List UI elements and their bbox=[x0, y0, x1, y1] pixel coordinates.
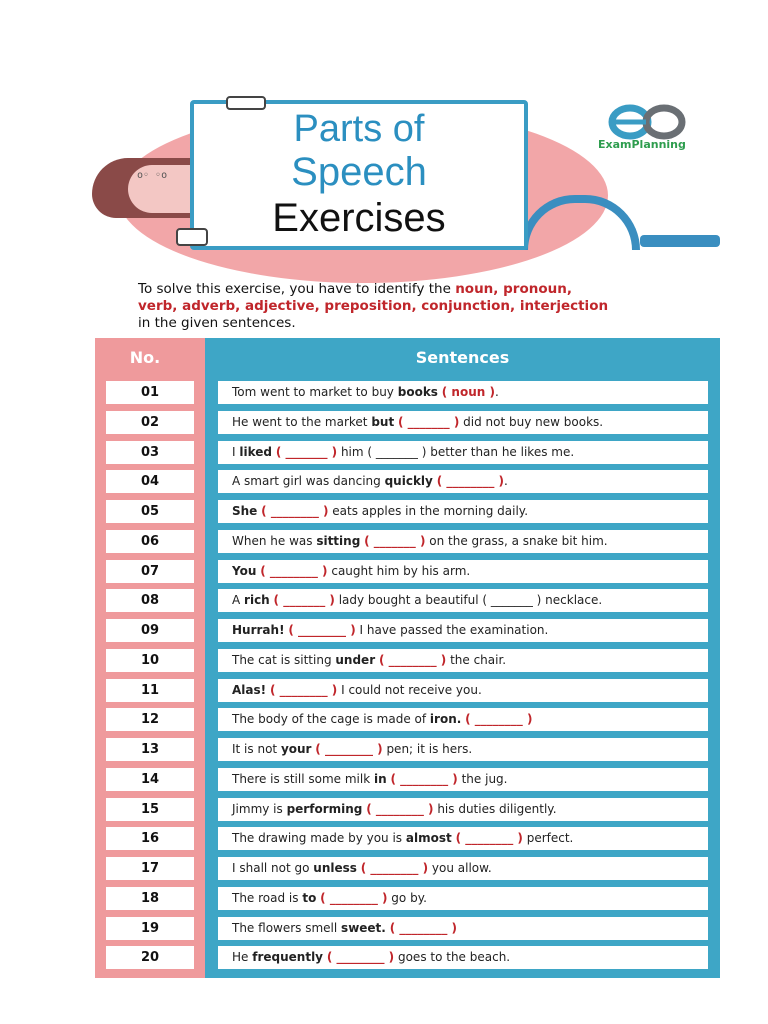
sentence-row bbox=[218, 381, 708, 404]
row-number: 19 bbox=[106, 917, 194, 940]
brand-name: ExamPlanning bbox=[598, 138, 686, 151]
sentence-text: . bbox=[504, 474, 508, 488]
answer-blank[interactable]: ( ________ ) bbox=[436, 474, 505, 488]
sentence-text: Jimmy is bbox=[232, 802, 287, 816]
target-word: quickly bbox=[384, 474, 433, 488]
sentence-row bbox=[218, 619, 708, 642]
answer-blank[interactable]: ( ________ ) bbox=[269, 683, 338, 697]
intro-highlight-1: noun, pronoun, bbox=[455, 281, 572, 297]
sentence-text: the chair. bbox=[446, 653, 507, 667]
sentence-row bbox=[218, 708, 708, 731]
sentence-text: did not buy new books. bbox=[459, 415, 604, 429]
sentence-text: caught him by his arm. bbox=[327, 564, 471, 578]
sentence-row bbox=[218, 560, 708, 583]
sentence-text: When he was bbox=[232, 534, 317, 548]
sentence-text: eats apples in the morning daily. bbox=[328, 504, 529, 518]
page-title-line2: Speech bbox=[291, 150, 427, 194]
answer-blank[interactable]: ( _______ ) bbox=[398, 415, 460, 429]
answer-blank[interactable]: ( ________ ) bbox=[455, 831, 523, 845]
target-word: performing bbox=[286, 802, 363, 816]
target-word: sweet. bbox=[341, 921, 386, 935]
answer-blank[interactable]: ( ________ ) bbox=[465, 712, 533, 726]
sentence-text: The cat is sitting bbox=[232, 653, 336, 667]
sentence-text: I shall not go bbox=[232, 861, 314, 875]
sentence-text: Tom went to market to buy bbox=[232, 385, 398, 399]
answer-blank[interactable]: ( ________ ) bbox=[288, 623, 356, 637]
sentence-text: on the grass, a snake bit him. bbox=[425, 534, 608, 548]
target-word: Hurrah! bbox=[232, 623, 285, 637]
row-number: 04 bbox=[106, 470, 194, 493]
answer-blank[interactable]: ( ________ ) bbox=[389, 921, 458, 935]
sentence-text: you allow. bbox=[428, 861, 492, 875]
sentence-row bbox=[218, 917, 708, 940]
answer-blank[interactable]: ( ________ ) bbox=[320, 891, 388, 905]
sentence-row bbox=[218, 500, 708, 523]
row-number: 06 bbox=[106, 530, 194, 553]
sentence-row bbox=[218, 857, 708, 880]
sentence-text: go by. bbox=[387, 891, 427, 905]
sentence-row bbox=[218, 679, 708, 702]
intro-text-2: in the given sentences. bbox=[138, 315, 296, 331]
target-word: She bbox=[232, 504, 258, 518]
target-word: to bbox=[302, 891, 317, 905]
row-number: 16 bbox=[106, 827, 194, 850]
target-word: in bbox=[373, 772, 387, 786]
sentence-text: goes to the beach. bbox=[394, 950, 511, 964]
sentence-row bbox=[218, 441, 708, 464]
sentence-row bbox=[218, 887, 708, 910]
target-word: your bbox=[280, 742, 312, 756]
row-number: 13 bbox=[106, 738, 194, 761]
sentence-text: A bbox=[232, 593, 245, 607]
answer-blank[interactable]: ( ________ ) bbox=[260, 564, 328, 578]
sentence-row bbox=[218, 411, 708, 434]
hand-icon bbox=[176, 228, 208, 246]
answer-blank[interactable]: ( noun ) bbox=[441, 385, 495, 399]
row-number: 17 bbox=[106, 857, 194, 880]
row-number: 14 bbox=[106, 768, 194, 791]
row-number: 10 bbox=[106, 649, 194, 672]
intro-highlight-2: verb, adverb, adjective, preposition, conjunction, interjection bbox=[138, 298, 609, 314]
row-number: 03 bbox=[106, 441, 194, 464]
answer-blank[interactable]: ( ________ ) bbox=[326, 950, 395, 964]
page-title-line3: Exercises bbox=[272, 196, 446, 240]
row-number: 18 bbox=[106, 887, 194, 910]
row-number: 09 bbox=[106, 619, 194, 642]
glasses-decoration: o◦ ◦o bbox=[137, 170, 168, 181]
row-number: 01 bbox=[106, 381, 194, 404]
clipboard-bar-decoration bbox=[640, 235, 720, 247]
sentence-text: The body of the cage is made of bbox=[232, 712, 430, 726]
target-word: You bbox=[232, 564, 257, 578]
sentence-text: perfect. bbox=[522, 831, 574, 845]
row-number: 15 bbox=[106, 798, 194, 821]
sentence-row bbox=[218, 649, 708, 672]
row-number: 11 bbox=[106, 679, 194, 702]
target-word: Alas! bbox=[232, 683, 267, 697]
answer-blank[interactable]: ( _______ ) bbox=[275, 445, 338, 459]
row-number: 08 bbox=[106, 589, 194, 612]
sentence-row bbox=[218, 589, 708, 612]
row-number: 02 bbox=[106, 411, 194, 434]
sentence-text: The flowers smell bbox=[232, 921, 342, 935]
target-word: rich bbox=[244, 593, 270, 607]
target-word: sitting bbox=[316, 534, 361, 548]
target-word: frequently bbox=[252, 950, 323, 964]
row-number: 07 bbox=[106, 560, 194, 583]
sentence-text: him ( _______ ) better than he likes me. bbox=[337, 445, 575, 459]
target-word: under bbox=[335, 653, 376, 667]
row-number: 05 bbox=[106, 500, 194, 523]
sentence-row bbox=[218, 768, 708, 791]
target-word: liked bbox=[239, 445, 272, 459]
sentence-row bbox=[218, 738, 708, 761]
target-word: iron. bbox=[429, 712, 462, 726]
intro-text: To solve this exercise, you have to identify the bbox=[138, 281, 456, 297]
title-board bbox=[190, 100, 528, 250]
sentence-text: He bbox=[232, 950, 253, 964]
sentence-text: lady bought a beautiful ( _______ ) necklace. bbox=[334, 593, 603, 607]
sentence-text: The drawing made by you is bbox=[232, 831, 406, 845]
answer-blank[interactable]: ( ________ ) bbox=[360, 861, 429, 875]
target-word: unless bbox=[313, 861, 357, 875]
sentence-row bbox=[218, 798, 708, 821]
target-word: but bbox=[371, 415, 395, 429]
page-title-line1: Parts of bbox=[293, 108, 425, 150]
answer-blank[interactable]: ( ________ ) bbox=[261, 504, 329, 518]
board-clip-icon bbox=[226, 96, 266, 110]
answer-blank[interactable]: ( ________ ) bbox=[366, 802, 434, 816]
sentence-text: I bbox=[232, 445, 240, 459]
sentence-text: It is not bbox=[232, 742, 281, 756]
answer-blank[interactable]: ( ________ ) bbox=[378, 653, 447, 667]
sentence-text: He went to the market bbox=[232, 415, 372, 429]
sentence-text: There is still some milk bbox=[232, 772, 374, 786]
sentence-text: pen; it is hers. bbox=[382, 742, 473, 756]
sentence-row bbox=[218, 530, 708, 553]
answer-blank[interactable]: ( _______ ) bbox=[364, 534, 426, 548]
answer-blank[interactable]: ( _______ ) bbox=[273, 593, 335, 607]
row-number: 12 bbox=[106, 708, 194, 731]
sentence-row bbox=[218, 946, 708, 969]
sentence-text: his duties diligently. bbox=[433, 802, 557, 816]
answer-blank[interactable]: ( ________ ) bbox=[315, 742, 383, 756]
answer-blank[interactable]: ( ________ ) bbox=[390, 772, 458, 786]
sentence-text: The road is bbox=[232, 891, 303, 905]
column-header-sentences: Sentences bbox=[415, 348, 510, 367]
sentence-text: I have passed the examination. bbox=[355, 623, 549, 637]
target-word: books bbox=[397, 385, 438, 399]
target-word: almost bbox=[405, 831, 452, 845]
sentence-row bbox=[218, 470, 708, 493]
instructions bbox=[138, 281, 698, 332]
sentence-text: A smart girl was dancing bbox=[232, 474, 385, 488]
column-header-no: No. bbox=[129, 348, 161, 367]
sentence-text: . bbox=[494, 385, 499, 399]
sentence-text: the jug. bbox=[457, 772, 508, 786]
row-number: 20 bbox=[106, 946, 194, 969]
sentence-text: I could not receive you. bbox=[337, 683, 482, 697]
sentence-row bbox=[218, 827, 708, 850]
